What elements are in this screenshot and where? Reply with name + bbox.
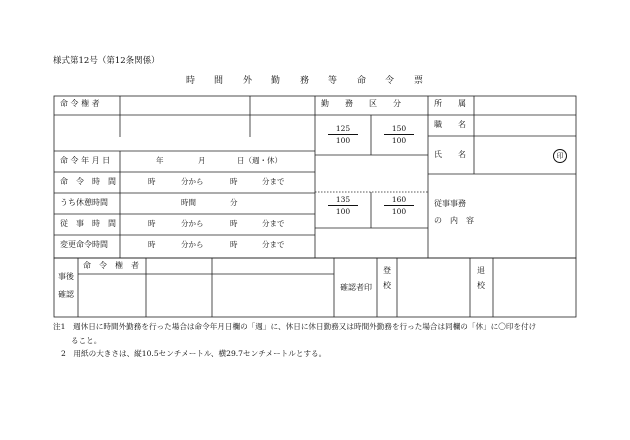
rate-numerator: 125 bbox=[335, 124, 351, 133]
post-label-2: 確認 bbox=[58, 290, 74, 299]
fill-until: 分まで bbox=[262, 240, 285, 249]
fill-until: 分まで bbox=[262, 219, 285, 228]
row-label-break: うち休憩時間 bbox=[60, 198, 108, 207]
title-char: 務 bbox=[300, 76, 310, 86]
fill-month: 月 bbox=[198, 156, 206, 165]
rate-fraction bbox=[328, 124, 358, 145]
title-char: 等 bbox=[328, 76, 338, 86]
rate-denominator: 100 bbox=[335, 207, 351, 216]
duty-label-2: の 内 容 bbox=[434, 216, 474, 225]
fill-hour: 時 bbox=[148, 240, 156, 249]
fill-hour: 時 bbox=[148, 219, 156, 228]
rate-fraction bbox=[384, 124, 414, 145]
seal-mark: 印 bbox=[553, 149, 567, 163]
rate-numerator: 135 bbox=[335, 195, 351, 204]
shozoku-label: 所 属 bbox=[434, 99, 466, 108]
row-label-changed-time: 変更命令時間 bbox=[60, 240, 108, 249]
rate-denominator: 100 bbox=[391, 207, 407, 216]
title-char: 票 bbox=[414, 76, 424, 86]
title-char: 外 bbox=[243, 76, 253, 86]
title-char: 命 bbox=[357, 76, 367, 86]
title-char: 間 bbox=[214, 76, 224, 86]
fill-minutes: 分 bbox=[230, 198, 238, 207]
fill-from: 分から bbox=[181, 240, 204, 249]
title-char: 勤 bbox=[271, 76, 281, 86]
shimei-label: 氏 名 bbox=[434, 150, 466, 159]
fill-hour: 時 bbox=[148, 177, 156, 186]
fill-hour: 時 bbox=[230, 177, 238, 186]
fill-from: 分から bbox=[181, 177, 204, 186]
rate-denominator: 100 bbox=[335, 136, 351, 145]
rate-fraction bbox=[328, 195, 358, 216]
leave-label: 退校 bbox=[477, 266, 485, 291]
fill-hour: 時 bbox=[230, 219, 238, 228]
title-char: 時 bbox=[186, 76, 196, 86]
row-label-date: 命 令 年 月 日 bbox=[60, 156, 111, 165]
meireisha-label: 命 令 権 者 bbox=[60, 99, 100, 108]
confirm-seal-label: 確認者印 bbox=[340, 283, 372, 292]
row-label-work-time: 従 事 時 間 bbox=[60, 219, 116, 228]
kinmu-kubun-label: 勤 務 区 分 bbox=[321, 99, 401, 108]
title-char: 令 bbox=[385, 76, 395, 86]
note-1-cont: ること。 bbox=[71, 336, 102, 345]
shokumei-label: 職 名 bbox=[434, 120, 466, 129]
note-2: 2 用紙の大きさは、縦10.5センチメートル、横29.7センチメートルとする。 bbox=[61, 349, 327, 358]
fill-hours: 時間 bbox=[181, 198, 196, 207]
rate-numerator: 160 bbox=[391, 195, 407, 204]
duty-label-1: 従事事務 bbox=[434, 199, 466, 208]
form-number: 様式第12号（第12条関係） bbox=[53, 56, 160, 66]
note-1: 注1 週休日に時間外勤務を行った場合は命令年月日欄の「週」に、休日に休日勤務又は時間外勤務を行った場合は同欄の「休」に〇印を付け bbox=[53, 322, 537, 331]
row-label-order-time: 命 令 時 間 bbox=[60, 177, 116, 186]
fill-hour: 時 bbox=[230, 240, 238, 249]
rate-fraction bbox=[384, 195, 414, 216]
fill-day: 日（週・休） bbox=[237, 156, 282, 165]
rate-numerator: 150 bbox=[391, 124, 407, 133]
fill-year: 年 bbox=[156, 156, 164, 165]
arrive-label: 登校 bbox=[383, 266, 391, 291]
post-meireisha-label: 命 令 権 者 bbox=[83, 261, 139, 270]
post-label-1: 事後 bbox=[58, 272, 74, 281]
fill-from: 分から bbox=[181, 219, 204, 228]
rate-denominator: 100 bbox=[391, 136, 407, 145]
fill-until: 分まで bbox=[262, 177, 285, 186]
